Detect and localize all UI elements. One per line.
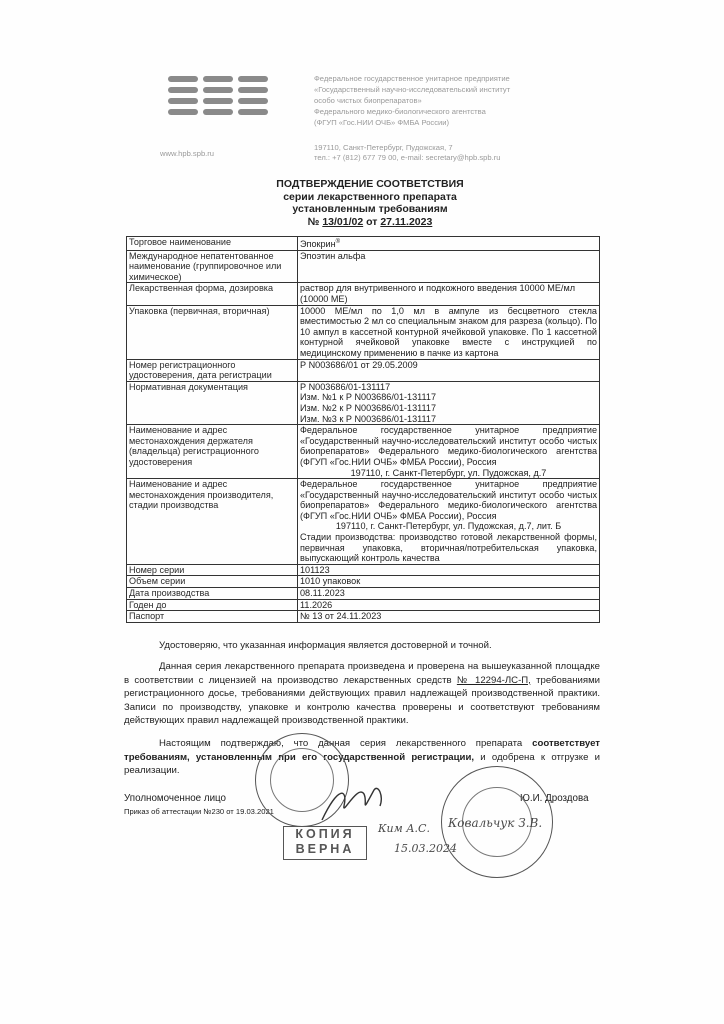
signer-name: Ю.И. Дроздова bbox=[520, 793, 589, 804]
certify-paragraph: Удостоверяю, что указанная информация является достоверной и точной. bbox=[159, 640, 492, 651]
authorized-person-label: Уполномоченное лицо bbox=[124, 793, 226, 804]
website: www.hpb.spb.ru bbox=[160, 149, 215, 158]
production-paragraph: Данная серия лекарственного препарата произведена и проверена на вышеуказанной площадке в соответствии с лицензией на производство лекарственных средств № 12294-ЛС-П, требованиями регистрационного досье, требованиями действующих правил надлежащей производственной практики. Записи по производству, упаковке и контролю качества проверены и соответствуют требованиям действующих правил надлежащей производственной практики. bbox=[124, 661, 601, 727]
table-row: Нормативная документация Р N003686/01-131117 Изм. №1 к Р N003686/01-131117 Изм. №2 к Р N003686/01-131117 Изм. №3 к Р N003686/01-131117 bbox=[127, 381, 600, 424]
document-title bbox=[220, 178, 520, 228]
org-line: «Государственный научно-исследовательский институт bbox=[314, 85, 511, 94]
org-line: Федеральное государственное унитарное предприятие bbox=[314, 74, 510, 83]
table-row: Международное непатентованное наименование (группировочное или химическое) Эпоэтин альфа bbox=[127, 250, 600, 283]
table-row: Лекарственная форма, дозировка раствор для внутривенного и подкожного введения 10000 МЕ/мл (10000 МЕ) bbox=[127, 283, 600, 305]
table-row: Торговое наименование Эпокрин® bbox=[127, 237, 600, 251]
table-row: Объем серии 1010 упаковок bbox=[127, 576, 600, 588]
title-line: ПОДТВЕРЖДЕНИЕ СООТВЕТСТВИЯ bbox=[276, 178, 464, 190]
certificate-date: 27.11.2023 bbox=[380, 215, 433, 228]
table-row: Паспорт № 13 от 24.11.2023 bbox=[127, 611, 600, 623]
attestation-order: Приказ об аттестации №230 от 19.03.2021 bbox=[124, 807, 274, 816]
handwritten-name: Ким А.С. bbox=[378, 822, 430, 835]
license-number: № 12294-ЛС-П, bbox=[456, 674, 531, 686]
table-row: Годен до 11.2026 bbox=[127, 599, 600, 611]
document-number: № 13/01/02 от 27.11.2023 bbox=[307, 215, 433, 228]
address-line: 197110, Санкт-Петербург, Пудожская, 7 bbox=[314, 143, 453, 152]
org-line: (ФГУП «Гос.НИИ ОЧБ» ФМБА России) bbox=[314, 118, 450, 127]
table-row: Дата производства 08.11.2023 bbox=[127, 588, 600, 600]
table-row: Упаковка (первичная, вторичная) 10000 МЕ/мл по 1,0 мл в ампуле из бесцветного стекла вместимостью 2 мл со специальным знаком для разреза (кольцо). По 10 ампул в кассетной контурной ячейковой упаковке. По 1 кассетной контурной ячейковой упаковке вместе с инструкцией по медицинскому применению в пачке из картона bbox=[127, 305, 600, 359]
organization-header bbox=[314, 73, 574, 128]
table-row: Наименование и адрес местонахождения производителя, стадии производства Федеральное государственное унитарное предприятие «Государственный научно-исследовательский институт особо чистых биопрепаратов» Федерального медико-биологического агентства (ФГУП «Гос.НИИ ОЧБ» ФМБА России), Россия 197110, г. Санкт-Петербург, ул. Пудожская, д.7, лит. Б Стадии производства: производство готовой лекарственной формы, первичная упаковка, вторичная/потребительская упаковка, выпускающий контроль качества bbox=[127, 479, 600, 565]
handwritten-date: 15.03.2024 bbox=[394, 842, 457, 855]
confirmation-paragraph: Настоящим подтверждаю, что данная серия лекарственного препарата соответствует требованиям, установленным при его государственной регистрации, и одобрена к отгрузке и реализации. bbox=[124, 738, 601, 777]
address-line: тел.: +7 (812) 677 79 00, e-mail: secretary@hpb.spb.ru bbox=[314, 153, 501, 162]
title-line: установленным требованиям bbox=[292, 203, 448, 215]
specification-table bbox=[126, 236, 600, 623]
table-row: Номер серии 101123 bbox=[127, 564, 600, 576]
org-line: особо чистых биопрепаратов» bbox=[314, 96, 422, 105]
copy-certified-stamp: КОПИЯ ВЕРНА bbox=[283, 826, 367, 860]
org-line: Федерального медико-биологического агентства bbox=[314, 107, 486, 116]
organization-address bbox=[314, 143, 574, 163]
certificate-number: 13/01/02 bbox=[322, 215, 364, 228]
company-logo bbox=[168, 74, 268, 118]
table-row: Наименование и адрес местонахождения держателя (владельца) регистрационного удостоверения Федеральное государственное унитарное предприятие «Государственный научно-исследовательский институт особо чистых биопрепаратов» Федерального медико-биологического агентства (ФГУП «Гос.НИИ ОЧБ» ФМБА России), Россия 197110, г. Санкт-Петербург, ул. Пудожская, д.7 bbox=[127, 425, 600, 479]
title-line: серии лекарственного препарата bbox=[283, 190, 457, 203]
handwritten-signature: Ковальчук З.В. bbox=[448, 816, 543, 830]
table-row: Номер регистрационного удостоверения, дата регистрации Р N003686/01 от 29.05.2009 bbox=[127, 359, 600, 381]
